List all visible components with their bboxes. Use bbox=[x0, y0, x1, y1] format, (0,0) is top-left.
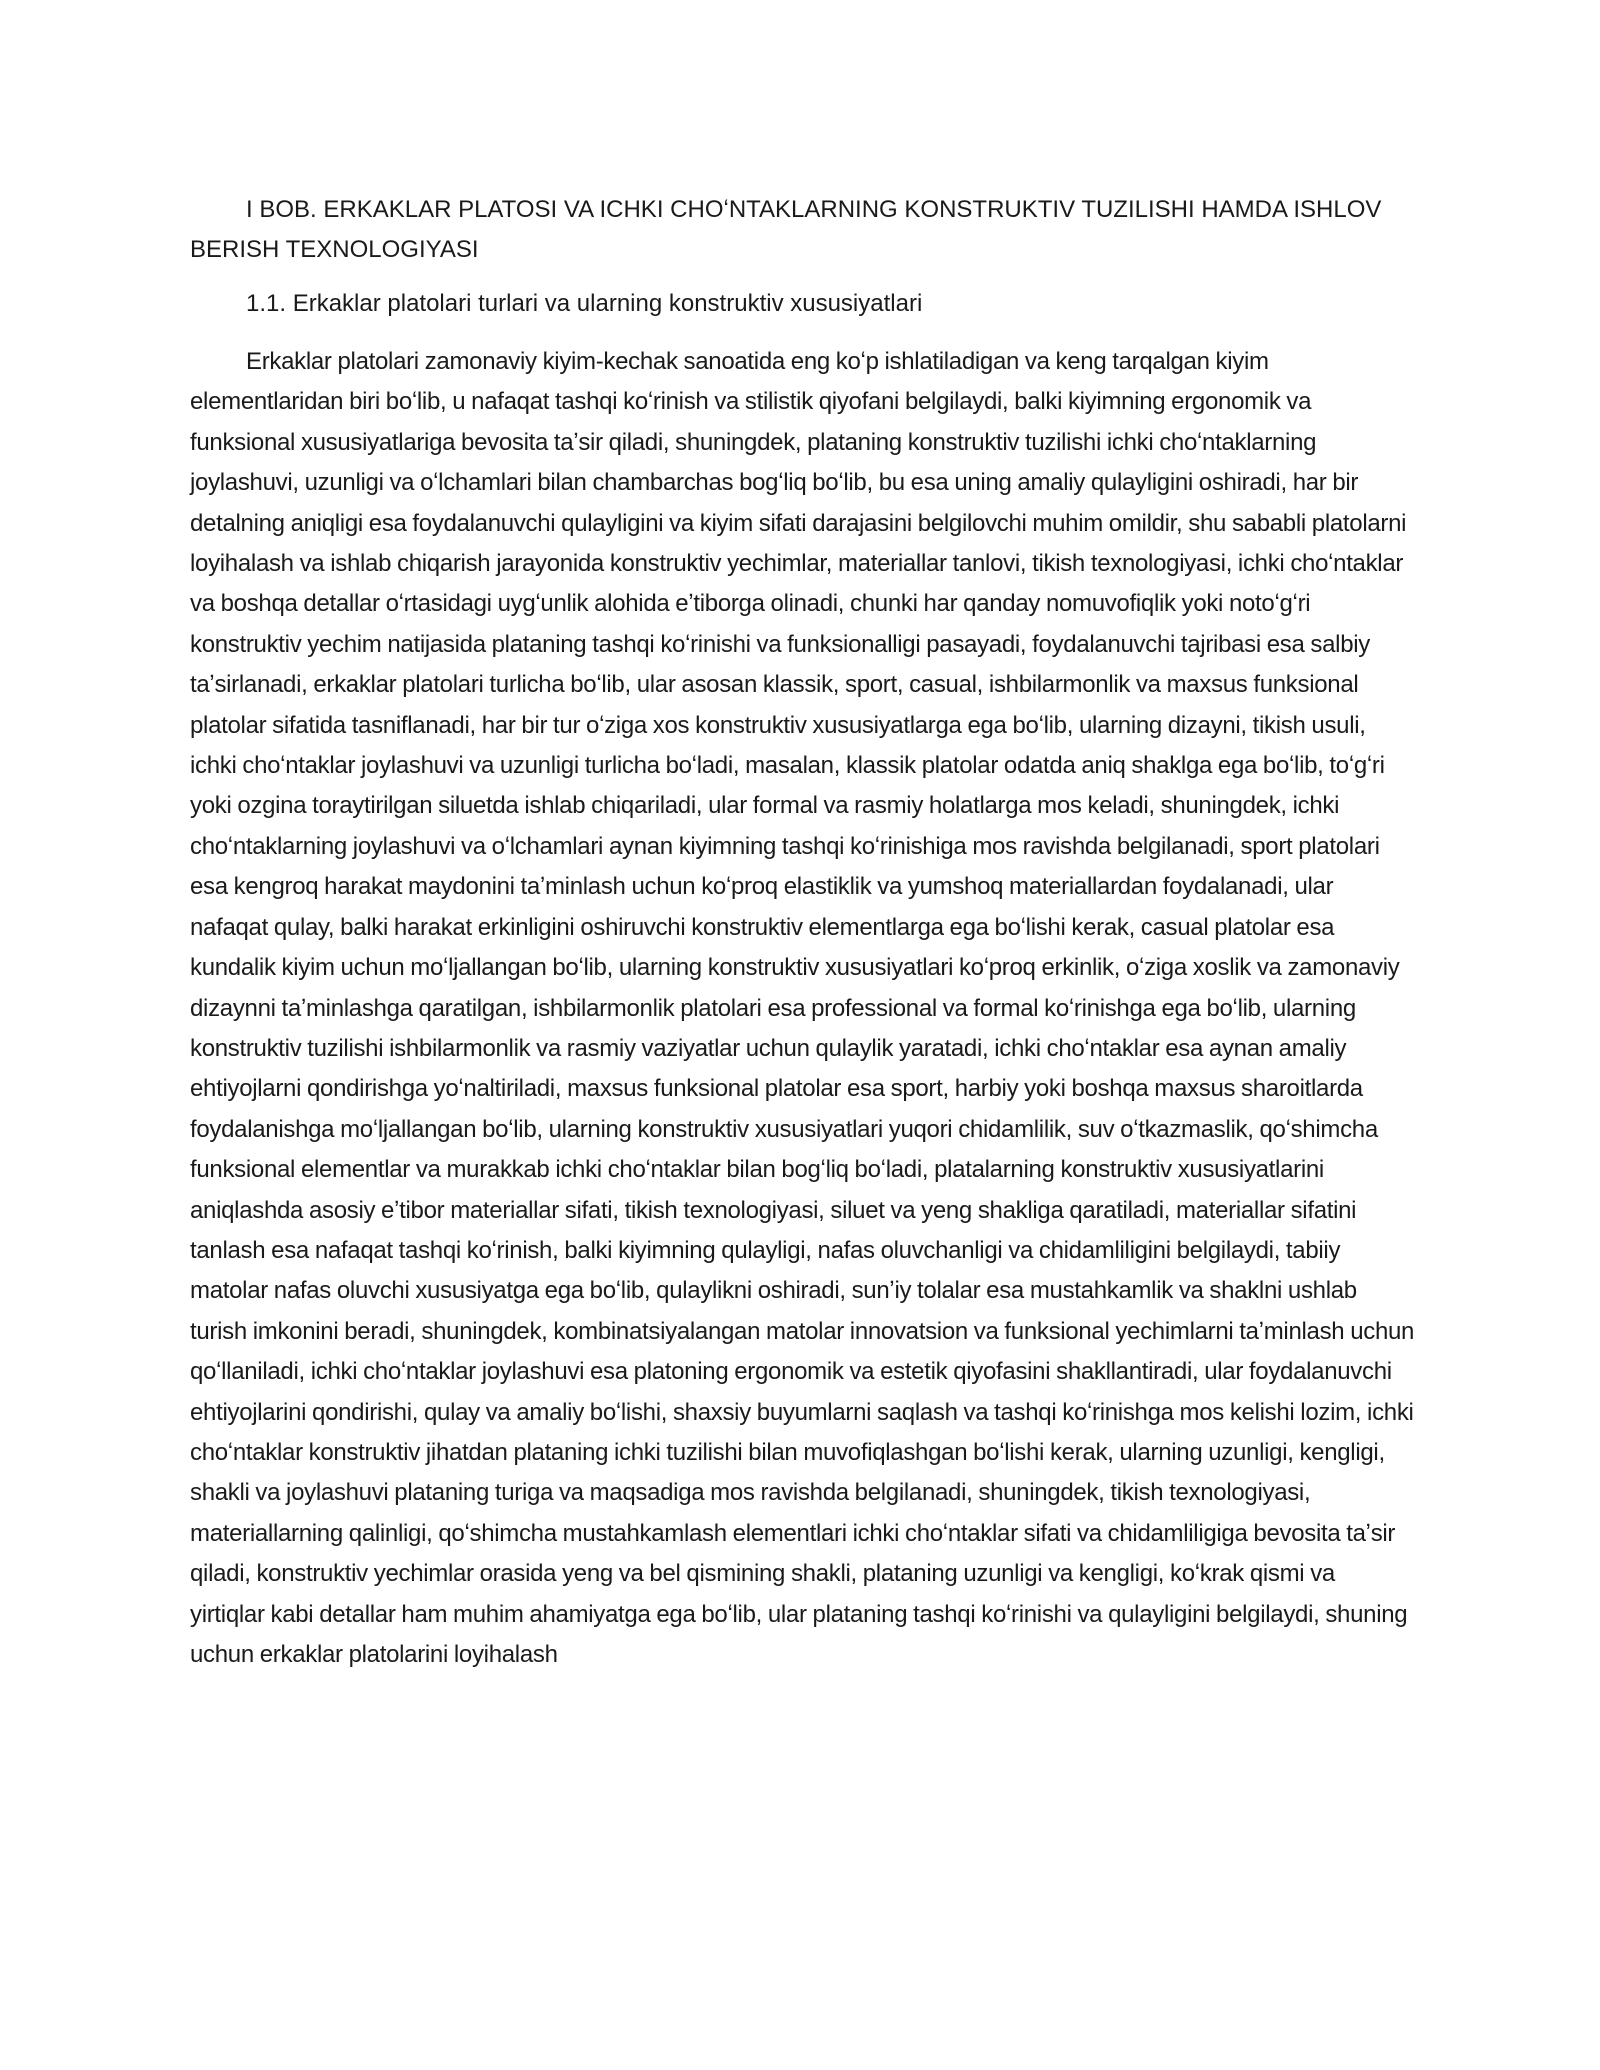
chapter-title: I BOB. ERKAKLAR PLATOSI VA ICHKI CHOʻNTAKLARNING KONSTRUKTIV TUZILISHI HAMDA ISHLOV BERISH TEXNOLOGIYASI bbox=[190, 196, 1382, 263]
section-title: 1.1. Erkaklar platolari turlari va ularning konstruktiv xususiyatlari bbox=[246, 290, 923, 317]
body-paragraph: Erkaklar platolari zamonaviy kiyim-kechak sanoatida eng koʻp ishlatiladigan va keng tarqalgan kiyim elementlaridan biri boʻlib, u nafaqat tashqi koʻrinish va stilistik qiyofani belgilaydi, balki kiyimning ergonomik va funksional xususiyatlariga bevosita taʼsir qiladi, shuningdek, plataning konstruktiv tuzilishi ichki choʻntaklarning joylashuvi, uzunligi va oʻlchamlari bilan chambarchas bogʻliq boʻlib, bu esa uning amaliy qulayligini oshiradi, har bir detalning aniqligi esa foydalanuvchi qulayligini va kiyim sifati darajasini belgilovchi muhim omildir, shu sababli platolarni loyihalash va ishlab chiqarish jarayonida konstruktiv yechimlar, materiallar tanlovi, tikish texnologiyasi, ichki choʻntaklar va boshqa detallar oʻrtasidagi uygʻunlik alohida eʼtiborga olinadi, chunki har qanday nomuvofiqlik yoki notoʻgʻri konstruktiv yechim natijasida plataning tashqi koʻrinishi va funksionalligi pasayadi, foydalanuvchi tajribasi esa salbiy taʼsirlanadi, erkaklar platolari turlicha boʻlib, ular asosan klassik, sport, casual, ishbilarmonlik va maxsus funksional platolar sifatida tasniflanadi, har bir tur oʻziga xos konstruktiv xususiyatlarga ega boʻlib, ularning dizayni, tikish usuli, ichki choʻntaklar joylashuvi va uzunligi turlicha boʻladi, masalan, klassik platolar odatda aniq shaklga ega boʻlib, toʻgʻri yoki ozgina toraytirilgan siluetda ishlab chiqariladi, ular formal va rasmiy holatlarga mos keladi, shuningdek, ichki choʻntaklarning joylashuvi va oʻlchamlari aynan kiyimning tashqi koʻrinishiga mos ravishda belgilanadi, sport platolari esa kengroq harakat maydonini taʼminlash uchun koʻproq elastiklik va yumshoq materiallardan foydalanadi, ular nafaqat qulay, balki harakat erkinligini oshiruvchi konstruktiv elementlarga ega boʻlishi kerak, casual platolar esa kundalik kiyim uchun moʻljallangan boʻlib, ularning konstruktiv xususiyatlari koʻproq erkinlik, oʻziga xoslik va zamonaviy dizaynni taʼminlashga qaratilgan, ishbilarmonlik platolari esa professional va formal koʻrinishga ega boʻlib, ularning konstruktiv tuzilishi ishbilarmonlik va rasmiy vaziyatlar uchun qulaylik yaratadi, ichki choʻntaklar esa aynan amaliy ehtiyojlarni qondirishga yoʻnaltiriladi, maxsus funksional platolar esa sport, harbiy yoki boshqa maxsus sharoitlarda foydalanishga moʻljallangan boʻlib, ularning konstruktiv xususiyatlari yuqori chidamlilik, suv oʻtkazmaslik, qoʻshimcha funksional elementlar va murakkab ichki choʻntaklar bilan bogʻliq boʻladi, platalarning konstruktiv xususiyatlarini aniqlashda asosiy eʼtibor materiallar sifati, tikish texnologiyasi, siluet va yeng shakliga qaratiladi, materiallar sifatini tanlash esa nafaqat tashqi koʻrinish, balki kiyimning qulayligi, nafas oluvchanligi va chidamliligini belgilaydi, tabiiy matolar nafas oluvchi xususiyatga ega boʻlib, qulaylikni oshiradi, sunʼiy tolalar esa mustahkamlik va shaklni ushlab turish imkonini beradi, shuningdek, kombinatsiyalangan matolar innovatsion va funksional yechimlarni taʼminlash uchun qoʻllaniladi, ichki choʻntaklar joylashuvi esa platoning ergonomik va estetik qiyofasini shakllantiradi, ular foydalanuvchi ehtiyojlarini qondirishi, qulay va amaliy boʻlishi, shaxsiy buyumlarni saqlash va tashqi koʻrinishga mos kelishi lozim, ichki choʻntaklar konstruktiv jihatdan plataning ichki tuzilishi bilan muvofiqlashgan boʻlishi kerak, ularning uzunligi, kengligi, shakli va joylashuvi plataning turiga va maqsadiga mos ravishda belgilanadi, shuningdek, tikish texnologiyasi, materiallarning qalinligi, qoʻshimcha mustahkamlash elementlari ichki choʻntaklar sifati va chidamliligiga bevosita taʼsir qiladi, konstruktiv yechimlar orasida yeng va bel qismining shakli, plataning uzunligi va kengligi, koʻkrak qismi va yirtiqlar kabi detallar ham muhim ahamiyatga ega boʻlib, ular plataning tashqi koʻrinishi va qulayligini belgilaydi, shuning uchun erkaklar platolarini loyihalash bbox=[190, 348, 1415, 1668]
document-page bbox=[190, 190, 1415, 1675]
